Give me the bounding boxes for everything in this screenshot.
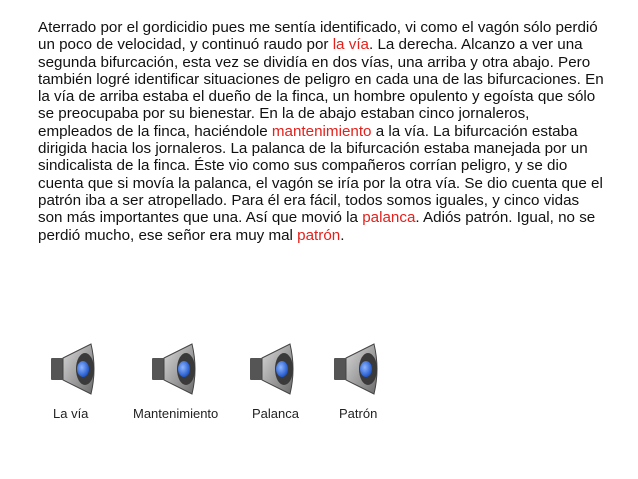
audio-label-patron: Patrón [339, 406, 378, 421]
link-palanca[interactable]: palanca [362, 209, 416, 227]
story-paragraph [38, 19, 604, 244]
speaker-icon [148, 338, 210, 400]
speaker-icon [246, 338, 308, 400]
audio-button-la-via[interactable] [47, 338, 109, 400]
link-mantenimiento[interactable]: mantenimiento [271, 122, 372, 140]
text-segment: . La derecha. Alcanzo a ver una segunda bifurcación, esta vez se dividía en dos vías, una arriba y otra abajo. Pero también logré identificar situaciones de peligro en cada una de las bifurcaciones. En la vía de arriba estaba el dueño de la finca, un hombre opulento y egoísta que sólo se preocupaba por su bienestar. En la de abajo estaban cinco jornaleros, empleados de la finca, haciéndole [38, 36, 604, 140]
audio-button-palanca[interactable] [246, 338, 308, 400]
text-segment: Aterrado por el gordicidio pues me sentía identificado, vi como el vagón sólo perdió un poco de velocidad, y continuó raudo por [38, 19, 598, 54]
audio-button-mantenimiento[interactable] [148, 338, 210, 400]
audio-label-mantenimiento: Mantenimiento [133, 406, 219, 421]
speaker-icon [330, 338, 392, 400]
audio-label-palanca: Palanca [252, 406, 299, 421]
speaker-icon [47, 338, 109, 400]
link-patron[interactable]: patrón [297, 226, 341, 244]
audio-buttons-row [0, 338, 638, 428]
link-la-via[interactable]: la vía [332, 36, 369, 54]
text-segment: a la vía. La bifurcación estaba dirigida hacia los jornaleros. La palanca de la bifurcación estaba manejada por un sindicalista de la finca. Éste vio como sus compañeros corrían peligro, y se dio cuenta que si movía la palanca, el vagón se iría por la otra vía. Se dio cuenta que el patrón iba a ser atropellado. Para él era fácil, todos somos iguales, y cinco vidas son más importantes que una. Así que movió la [38, 122, 603, 227]
text-segment: . Adiós patrón. Igual, no se perdió mucho, ese señor era muy mal [38, 209, 596, 244]
audio-label-la-via: La vía [53, 406, 89, 421]
text-segment: . [340, 226, 345, 244]
audio-button-patron[interactable] [330, 338, 392, 400]
